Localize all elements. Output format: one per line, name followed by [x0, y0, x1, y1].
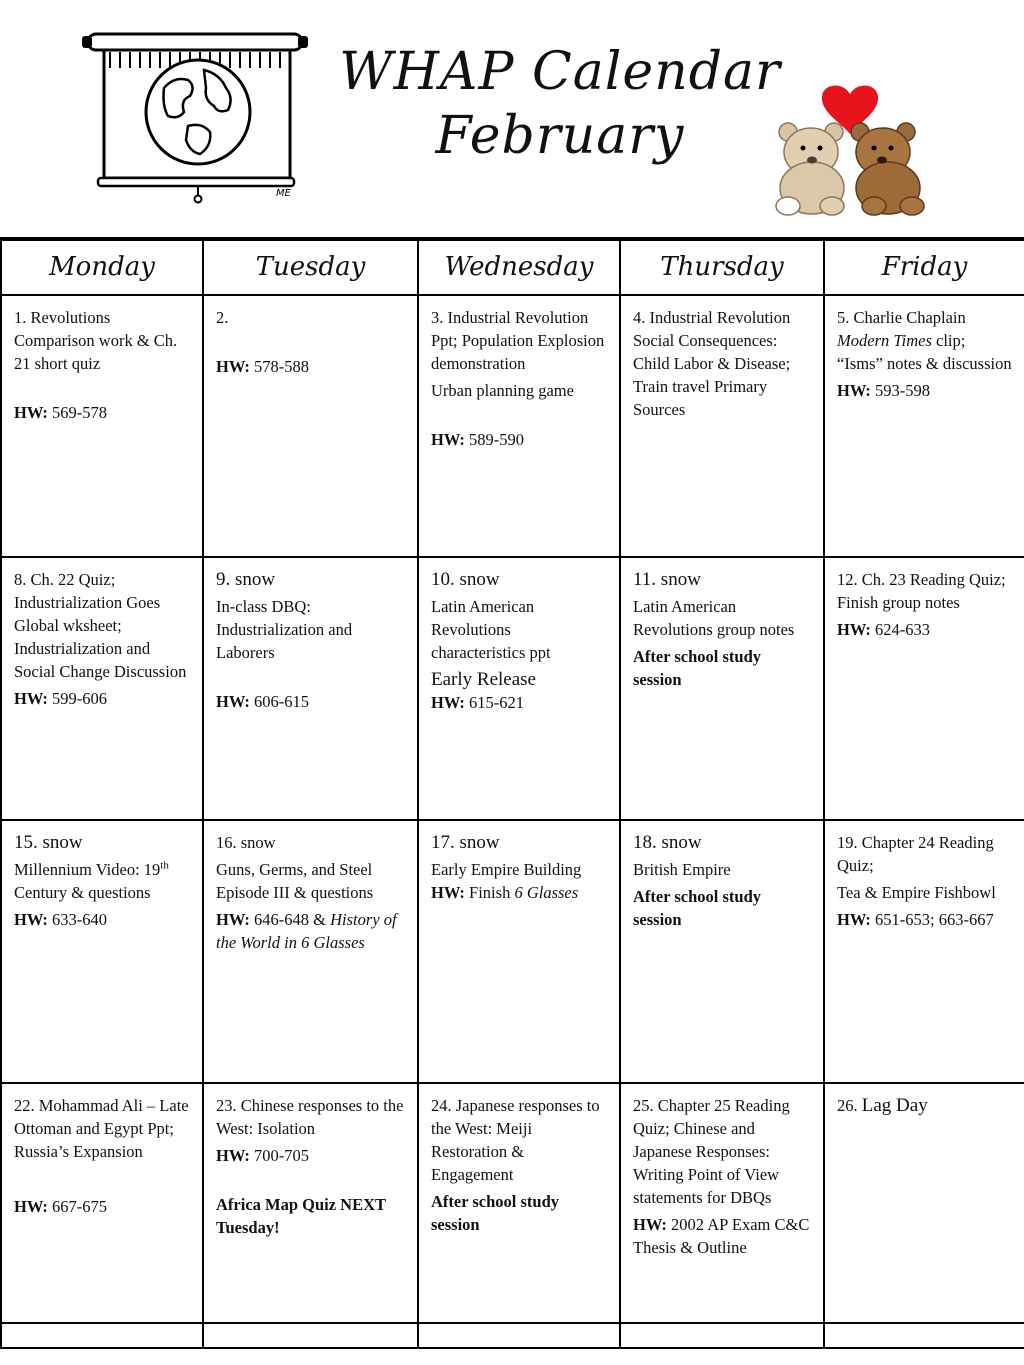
day-activity: Guns, Germs, and Steel Episode III & questions	[216, 860, 374, 903]
empty-cell	[824, 1323, 1024, 1348]
day-activity: Millennium Video: 19th Century & questions	[14, 859, 169, 903]
empty-cell	[418, 1323, 620, 1348]
day-activity: Urban planning game	[431, 380, 574, 400]
weekday-thursday: Thursday	[620, 239, 824, 295]
day-entry: 24. Japanese responses to the West: Meiji Restoration & Engagement	[431, 1096, 600, 1185]
day-entry: 10. snow	[431, 569, 500, 591]
day-entry: 9. snow	[216, 569, 276, 591]
day-cell-1	[1, 295, 203, 558]
page-header	[0, 0, 1024, 238]
day-cell-19	[824, 820, 1024, 1083]
day-entry: 22. Mohammad Ali – Late Ottoman and Egypt Ppt; Russia’s Expansion	[14, 1096, 189, 1162]
day-cell-24	[418, 1083, 620, 1323]
day-entry: 2.	[216, 307, 229, 327]
day-entry: 12. Ch. 23 Reading Quiz; Finish group notes	[837, 570, 1006, 613]
empty-row	[1, 1323, 1024, 1348]
day-cell-16	[203, 820, 418, 1083]
day-activity: Latin American Revolutions group notes	[633, 597, 795, 640]
day-cell-8	[1, 557, 203, 820]
homework: HW: 615-621	[431, 693, 525, 713]
homework: HW: 569-578	[14, 402, 108, 422]
empty-cell	[620, 1323, 824, 1348]
title-line-1: WHAP Calendar	[339, 42, 781, 102]
weekday-header-row	[1, 239, 1024, 295]
homework: HW: 646-648 & History of the World in 6 Glasses	[216, 910, 397, 953]
empty-cell	[1, 1323, 203, 1348]
svg-text:ME: ME	[276, 188, 291, 199]
study-session-note: After school study session	[633, 887, 762, 930]
day-cell-12	[824, 557, 1024, 820]
day-note: Early Release	[431, 669, 536, 691]
day-entry: 26. Lag Day	[837, 1095, 928, 1117]
homework: HW: 633-640	[14, 910, 108, 930]
study-session-note: After school study session	[633, 647, 762, 690]
day-activity: British Empire	[633, 860, 731, 880]
weekday-monday: Monday	[1, 239, 203, 295]
day-entry: 8. Ch. 22 Quiz; Industrialization Goes Global wksheet; Industrialization and Social Change Discussion	[14, 570, 187, 682]
empty-cell	[203, 1323, 418, 1348]
homework: HW: 599-606	[14, 689, 108, 709]
day-cell-25	[620, 1083, 824, 1323]
day-activity: Early Empire Building	[431, 860, 582, 880]
projection-screen-globe-icon	[80, 28, 310, 208]
day-entry: 11. snow	[633, 569, 701, 591]
homework: HW: 593-598	[837, 380, 931, 400]
homework: HW: 667-675	[14, 1197, 108, 1217]
homework: HW: 651-653; 663-667	[837, 910, 994, 930]
homework: HW: 700-705	[216, 1146, 310, 1166]
day-entry: 18. snow	[633, 832, 702, 854]
day-cell-17	[418, 820, 620, 1083]
day-entry: 15. snow	[14, 832, 83, 854]
homework: HW: Finish 6 Glasses	[431, 883, 579, 903]
day-activity: In-class DBQ: Industrialization and Laborers	[216, 597, 353, 663]
day-entry: 1. Revolutions Comparison work & Ch. 21 short quiz	[14, 307, 178, 373]
day-cell-22	[1, 1083, 203, 1323]
homework: HW: 578-588	[216, 356, 310, 376]
day-cell-10	[418, 557, 620, 820]
homework: HW: 624-633	[837, 620, 931, 640]
study-session-note: After school study session	[431, 1192, 560, 1235]
day-entry: 16. snow	[216, 833, 276, 853]
day-entry: 5. Charlie Chaplain Modern Times clip; “Isms” notes & discussion	[837, 307, 1012, 373]
weekday-friday: Friday	[824, 239, 1024, 295]
day-entry: 4. Industrial Revolution Social Consequences: Child Labor & Disease;	[633, 307, 791, 373]
page-title	[300, 40, 820, 168]
day-cell-18	[620, 820, 824, 1083]
day-entry: 23. Chinese responses to the West: Isolation	[216, 1096, 404, 1139]
day-activity: Train travel Primary Sources	[633, 376, 768, 419]
calendar-table	[0, 237, 1024, 1349]
day-cell-5	[824, 295, 1024, 558]
weekday-wednesday: Wednesday	[418, 239, 620, 295]
homework: HW: 2002 AP Exam C&C Thesis & Outline	[633, 1215, 810, 1258]
day-entry: 17. snow	[431, 832, 500, 854]
day-cell-26	[824, 1083, 1024, 1323]
day-activity: Tea & Empire Fishbowl	[837, 883, 996, 903]
homework: HW: 589-590	[431, 429, 525, 449]
day-cell-15	[1, 820, 203, 1083]
map-quiz-note: Africa Map Quiz NEXT Tuesday!	[216, 1195, 386, 1238]
day-cell-4	[620, 295, 824, 558]
day-cell-3	[418, 295, 620, 558]
week-row-1	[1, 295, 1024, 558]
day-entry: 19. Chapter 24 Reading Quiz;	[837, 833, 994, 876]
day-entry: 25. Chapter 25 Reading Quiz; Chinese and Japanese Responses: Writing Point of View statements for DBQs	[633, 1096, 790, 1208]
day-cell-2	[203, 295, 418, 558]
day-entry: 3. Industrial Revolution Ppt; Population Explosion demonstration	[431, 307, 605, 373]
day-cell-23	[203, 1083, 418, 1323]
day-activity: Latin American Revolutions characteristics ppt	[431, 597, 551, 663]
day-cell-9	[203, 557, 418, 820]
week-row-2	[1, 557, 1024, 820]
week-row-3	[1, 820, 1024, 1083]
week-row-4	[1, 1083, 1024, 1323]
title-line-2: February	[435, 106, 685, 166]
homework: HW: 606-615	[216, 692, 310, 712]
weekday-tuesday: Tuesday	[203, 239, 418, 295]
day-cell-11	[620, 557, 824, 820]
teddy-bears-heart-icon	[770, 78, 940, 218]
